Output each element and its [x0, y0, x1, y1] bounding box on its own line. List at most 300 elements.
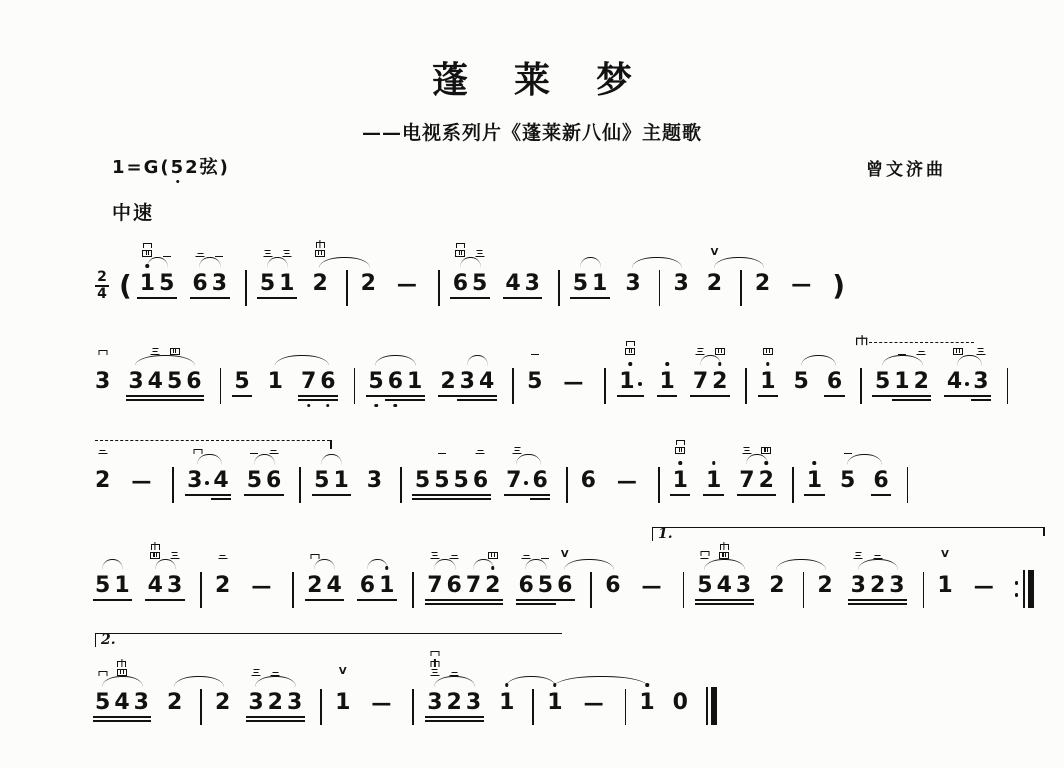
- note-2: [440, 365, 455, 405]
- digit-row: [538, 574, 553, 598]
- note-3: [95, 365, 110, 405]
- barline: [923, 572, 925, 608]
- note-digit: 4: [114, 690, 130, 715]
- note-digit: 6: [557, 573, 573, 598]
- sixteenth-underline: [714, 603, 734, 605]
- eighth-underline: [131, 716, 151, 718]
- eighth-underline: [246, 716, 266, 718]
- digit-row: [499, 691, 514, 715]
- finger-four-icon: [142, 250, 152, 257]
- note-1: [760, 365, 775, 405]
- augmentation-dot: [638, 382, 642, 386]
- digit-row: [167, 574, 182, 598]
- eighth-underline: [93, 599, 113, 601]
- note-digit: 6: [359, 573, 376, 598]
- finger-number-icon: [976, 348, 985, 355]
- sixteenth-underline: [265, 720, 285, 722]
- note-digit: 5: [453, 468, 469, 493]
- note-digit: 3: [625, 271, 641, 296]
- annotation-stack: [438, 453, 446, 454]
- barline: [245, 270, 247, 306]
- barline: [512, 368, 514, 404]
- duration-dash: [128, 464, 154, 504]
- annotation-stack: [761, 447, 771, 454]
- sixteenth-underline: [848, 603, 868, 605]
- note-digit: 1: [639, 690, 655, 715]
- digit-row: [307, 574, 322, 598]
- note-digit: 3: [128, 369, 144, 394]
- system-3: [95, 460, 921, 504]
- volta-bracket-1: [652, 527, 1045, 541]
- stroke: [432, 669, 438, 670]
- finger-four-icon: [455, 250, 465, 257]
- note-1: [673, 464, 688, 504]
- slur-tie-arc: [580, 257, 601, 268]
- note-5: [95, 569, 110, 609]
- system-4: [95, 549, 1052, 609]
- note-6: [518, 569, 533, 609]
- note-digit: 3: [889, 573, 905, 598]
- stroke: [220, 555, 226, 556]
- note-3: [851, 569, 866, 609]
- note-digit: 5: [314, 468, 330, 493]
- digit-row: [192, 272, 207, 296]
- sixteenth-underline: [867, 603, 887, 605]
- note-digit: 1: [672, 468, 688, 493]
- note-1: [333, 464, 348, 504]
- note-5: [247, 464, 262, 504]
- note-digit: 4: [946, 369, 963, 394]
- eighth-underline: [470, 297, 490, 299]
- annotation-stack: [117, 659, 127, 677]
- finger-four-icon: [625, 348, 635, 355]
- eighth-underline: [444, 599, 464, 601]
- note-digit: 6: [266, 468, 282, 493]
- note-digit: 5: [95, 573, 111, 598]
- note-digit: 2: [769, 573, 785, 598]
- slur-tie-arc: [714, 257, 764, 268]
- note-digit: 5: [259, 271, 276, 296]
- note-2: [215, 569, 230, 609]
- note-7: [693, 365, 708, 405]
- slur-tie-arc: [434, 676, 475, 687]
- annotation-stack: [763, 348, 773, 355]
- finger-four-icon: [315, 250, 325, 257]
- annotation-stack: [252, 669, 261, 676]
- annotation-stack: [522, 555, 531, 559]
- eighth-underline: [590, 297, 610, 299]
- inner-string-dashed-line-1: [856, 336, 974, 345]
- note-2: [712, 365, 727, 405]
- eighth-underline: [444, 716, 464, 718]
- digit-row: [518, 574, 533, 598]
- digit-row: [301, 370, 316, 394]
- digit-row: [873, 469, 888, 493]
- eighth-underline: [451, 494, 471, 496]
- slur-tie-arc: [700, 355, 721, 366]
- note-digit: 3: [133, 690, 149, 715]
- note-2: [706, 247, 723, 307]
- note-1: [268, 365, 283, 405]
- digit-row: [333, 469, 348, 493]
- annotation-stack: [310, 554, 319, 559]
- sixteenth-underline: [463, 720, 483, 722]
- note-1: [499, 686, 514, 726]
- annotation-stack: [263, 250, 272, 257]
- annotation-stack: [282, 250, 291, 257]
- finger-number-icon: [742, 447, 751, 454]
- eighth-underline: [209, 297, 229, 299]
- duration-dash: [394, 267, 420, 307]
- pull-bow-icon: [430, 651, 439, 656]
- digit-row: [447, 574, 462, 598]
- digit-row: [248, 691, 263, 715]
- finger-four-icon: [763, 348, 773, 355]
- slur-tie-arc: [174, 676, 224, 687]
- push-bow-icon: V: [338, 666, 347, 677]
- barline: [803, 572, 805, 608]
- slur-tie-arc: [564, 559, 614, 570]
- slur-tie-arc: [275, 355, 329, 366]
- slur-tie-arc: [957, 355, 982, 366]
- eighth-underline: [184, 395, 204, 397]
- note-2: [361, 267, 376, 307]
- digit-row: [794, 370, 809, 394]
- annotation-stack: [250, 453, 258, 454]
- slur-tie-arc: [847, 454, 882, 465]
- stroke: [697, 348, 703, 349]
- annotation-stack: [142, 243, 152, 257]
- barline: [566, 467, 568, 503]
- note-digit: 5: [95, 690, 111, 715]
- note-2: [215, 686, 230, 726]
- note-digit: 2: [817, 573, 833, 598]
- note-digit: 2: [307, 573, 323, 598]
- eighth-underline: [265, 716, 285, 718]
- repeat-dots: [1015, 581, 1019, 596]
- note-3: [736, 569, 751, 609]
- finger-number-icon: [531, 354, 539, 355]
- stroke: [844, 453, 852, 454]
- note-digit: 2: [754, 271, 771, 296]
- digit-row: [260, 272, 275, 296]
- stroke: [856, 555, 861, 556]
- slur-tie-arc: [367, 559, 388, 570]
- note-digit: 5: [537, 573, 554, 598]
- barline: [1007, 368, 1009, 404]
- note-6: [388, 365, 403, 405]
- dot: [1015, 581, 1019, 585]
- digit-row: [440, 370, 455, 394]
- digit-row: [617, 469, 637, 493]
- barline: [220, 368, 222, 404]
- barline: [200, 689, 202, 725]
- note-3: [367, 464, 382, 504]
- note-digit: 2: [712, 369, 728, 394]
- annotation-stack: [475, 250, 484, 257]
- digit-row: [314, 469, 329, 493]
- note-digit: 4: [326, 573, 342, 598]
- note-digit: 4: [147, 369, 163, 394]
- annotation-stack: [719, 542, 729, 560]
- note-6: [581, 464, 596, 504]
- annotation-stack: [215, 256, 223, 257]
- note-2: [447, 686, 462, 726]
- low-octave-dot: [374, 404, 378, 408]
- slur-tie-arc: [434, 559, 456, 570]
- digit-row: [472, 272, 487, 296]
- stroke: [515, 450, 520, 451]
- finger-number-icon: [450, 555, 459, 559]
- sixteenth-underline: [971, 399, 991, 401]
- sixteenth-underline: [184, 399, 204, 401]
- note-1: [706, 464, 721, 504]
- thin-bar: [706, 687, 708, 725]
- note-digit: 5: [234, 369, 250, 394]
- stroke: [172, 555, 177, 556]
- slur-tie-arc: [135, 355, 195, 366]
- note-7: [739, 464, 754, 504]
- high-octave-dot: [629, 362, 633, 366]
- sixteenth-underline: [911, 399, 931, 401]
- stroke: [698, 351, 703, 352]
- eighth-underline: [137, 297, 157, 299]
- digit-row: [697, 574, 712, 598]
- digit-row: [693, 370, 708, 394]
- digit-row: [506, 469, 528, 493]
- system-1: [95, 247, 853, 307]
- sixteenth-underline: [145, 399, 165, 401]
- note-1: [807, 464, 822, 504]
- digit-row: [973, 370, 988, 394]
- slur-tie-arc: [704, 559, 745, 570]
- note-5: [260, 267, 275, 307]
- barline: [320, 689, 322, 725]
- digit-row: [592, 272, 607, 296]
- finger-number-icon: [98, 450, 107, 454]
- eighth-underline: [516, 599, 536, 601]
- sixteenth-underline: [246, 720, 266, 722]
- digit-row: [875, 370, 890, 394]
- barline: [400, 467, 402, 503]
- thick-bar: [711, 687, 717, 725]
- finger-number-icon: [917, 351, 926, 355]
- note-digit: 5: [527, 369, 543, 394]
- stroke: [451, 672, 457, 673]
- slur-tie-arc: [525, 559, 547, 570]
- annotation-stack: [170, 552, 179, 559]
- eighth-underline: [412, 494, 432, 496]
- note-3: [134, 686, 149, 726]
- note-3: [167, 569, 182, 609]
- sixteenth-underline: [432, 498, 452, 500]
- slur-tie-arc: [858, 559, 898, 570]
- sixteenth-underline: [535, 603, 555, 605]
- slur-tie-arc: [375, 355, 416, 366]
- pull-bow-icon: [700, 551, 709, 556]
- digit-row: [326, 574, 341, 598]
- digit-row: [717, 574, 732, 598]
- digit-row: [287, 691, 302, 715]
- note-digit: 3: [524, 271, 540, 296]
- note-4: [717, 569, 732, 609]
- slur-tie-arc: [467, 355, 488, 366]
- eighth-underline: [257, 297, 277, 299]
- digit-row: [371, 691, 391, 715]
- low-octave-dot: [307, 404, 311, 408]
- note-4: [114, 686, 129, 726]
- note-digit: 1: [499, 690, 515, 715]
- digit-row: [479, 370, 494, 394]
- digit-row: [397, 272, 417, 296]
- note-digit: 2: [267, 690, 283, 715]
- slur-tie-arc: [554, 676, 648, 687]
- note-1: [894, 365, 909, 405]
- note-digit: 2: [440, 369, 456, 394]
- barline: [412, 572, 414, 608]
- eighth-underline: [126, 395, 146, 397]
- note-digit: 5: [434, 468, 450, 493]
- barline: [604, 368, 606, 404]
- pull-bow-icon: [143, 243, 152, 248]
- eighth-underline: [463, 599, 483, 601]
- eighth-underline: [145, 395, 165, 397]
- high-octave-dot: [712, 461, 716, 465]
- eighth-underline: [385, 395, 405, 397]
- finger-four-icon: [953, 348, 963, 355]
- eighth-underline: [570, 297, 590, 299]
- annotation-stack: [315, 240, 325, 258]
- stroke: [432, 555, 437, 556]
- duration-dash: [248, 569, 274, 609]
- digit-row: [447, 691, 462, 715]
- note-1: [547, 686, 562, 726]
- note-4: [505, 267, 520, 307]
- sixteenth-underline: [444, 720, 464, 722]
- digit-row: [407, 370, 422, 394]
- note-1: [335, 666, 351, 726]
- slur-tie-arc: [801, 355, 836, 366]
- stroke: [272, 672, 278, 673]
- stroke: [197, 253, 203, 254]
- stroke: [163, 256, 171, 257]
- barline: [346, 270, 348, 306]
- digit-row: [673, 691, 688, 715]
- note-digit: 5: [414, 468, 431, 493]
- note-5: [454, 464, 469, 504]
- sixteenth-underline: [457, 399, 477, 401]
- inner-string-label: [856, 334, 867, 345]
- note-6: [192, 267, 207, 307]
- note-5: [314, 464, 329, 504]
- push-bow-icon: V: [710, 247, 719, 258]
- annotation-stack: [742, 447, 751, 454]
- stroke: [531, 354, 539, 355]
- note-digit: 3: [427, 690, 443, 715]
- digit-row: [505, 272, 520, 296]
- stroke: [918, 351, 924, 352]
- note-6: [453, 267, 468, 307]
- note-digit: —: [583, 691, 604, 715]
- barline: [354, 368, 356, 404]
- note-digit: 2: [166, 690, 183, 715]
- note-3: [427, 686, 442, 726]
- note-3: [187, 464, 209, 504]
- barline: [292, 572, 294, 608]
- pull-bow-icon: [194, 449, 203, 454]
- digit-row: [434, 469, 449, 493]
- note-3: [973, 365, 988, 405]
- annotation-stack: [170, 348, 180, 355]
- digit-row: [95, 469, 110, 493]
- note-digit: 3: [286, 690, 303, 715]
- note-digit: 3: [187, 468, 203, 493]
- digit-row: [736, 574, 751, 598]
- barline: [590, 572, 592, 608]
- annotation-stack: [561, 550, 569, 559]
- note-digit: 3: [95, 369, 111, 394]
- note-digit: 2: [215, 690, 231, 715]
- slur-tie-arc: [155, 559, 176, 570]
- duration-dash: [971, 569, 997, 609]
- note-digit: 2: [485, 573, 501, 598]
- note-digit: —: [973, 574, 994, 598]
- slur-tie-arc: [321, 454, 342, 465]
- finger-number-icon: [430, 669, 439, 676]
- sixteenth-underline: [451, 498, 471, 500]
- finger-number-icon: [250, 453, 258, 454]
- digit-row: [312, 272, 327, 296]
- dashed-rule: [95, 440, 330, 441]
- annotation-stack: [513, 447, 522, 454]
- annotation-stack: [917, 351, 926, 355]
- note-6: [557, 549, 573, 609]
- note-7: [427, 569, 442, 609]
- note-digit: 4: [213, 468, 229, 493]
- low-octave-dot: [326, 404, 330, 408]
- eighth-underline: [503, 297, 523, 299]
- note-2: [870, 569, 885, 609]
- system-2: [95, 361, 1021, 405]
- barline: [299, 467, 301, 503]
- digit-row: [870, 574, 885, 598]
- stroke: [269, 453, 278, 454]
- stroke: [438, 453, 446, 454]
- stroke: [284, 253, 289, 254]
- sixteenth-underline: [516, 603, 536, 605]
- stroke: [476, 453, 485, 454]
- annotation-stack: [976, 348, 985, 355]
- stroke: [253, 669, 259, 670]
- stroke: [514, 447, 520, 448]
- stroke: [252, 675, 261, 676]
- volta-label: 1.: [658, 526, 673, 542]
- digit-row: [266, 469, 281, 493]
- stroke: [450, 558, 459, 559]
- annotation-stack: [98, 450, 107, 454]
- digit-row: [427, 574, 442, 598]
- note-digit: 1: [379, 573, 395, 598]
- digit-row: [148, 370, 163, 394]
- note-3: [460, 365, 475, 405]
- note-3: [525, 267, 540, 307]
- digit-row: [673, 272, 688, 296]
- pull-bow-icon: [626, 341, 635, 346]
- note-digit: 1: [806, 468, 823, 493]
- eighth-underline: [911, 395, 931, 397]
- digit-row: [215, 691, 230, 715]
- bracket-hook: [330, 440, 332, 449]
